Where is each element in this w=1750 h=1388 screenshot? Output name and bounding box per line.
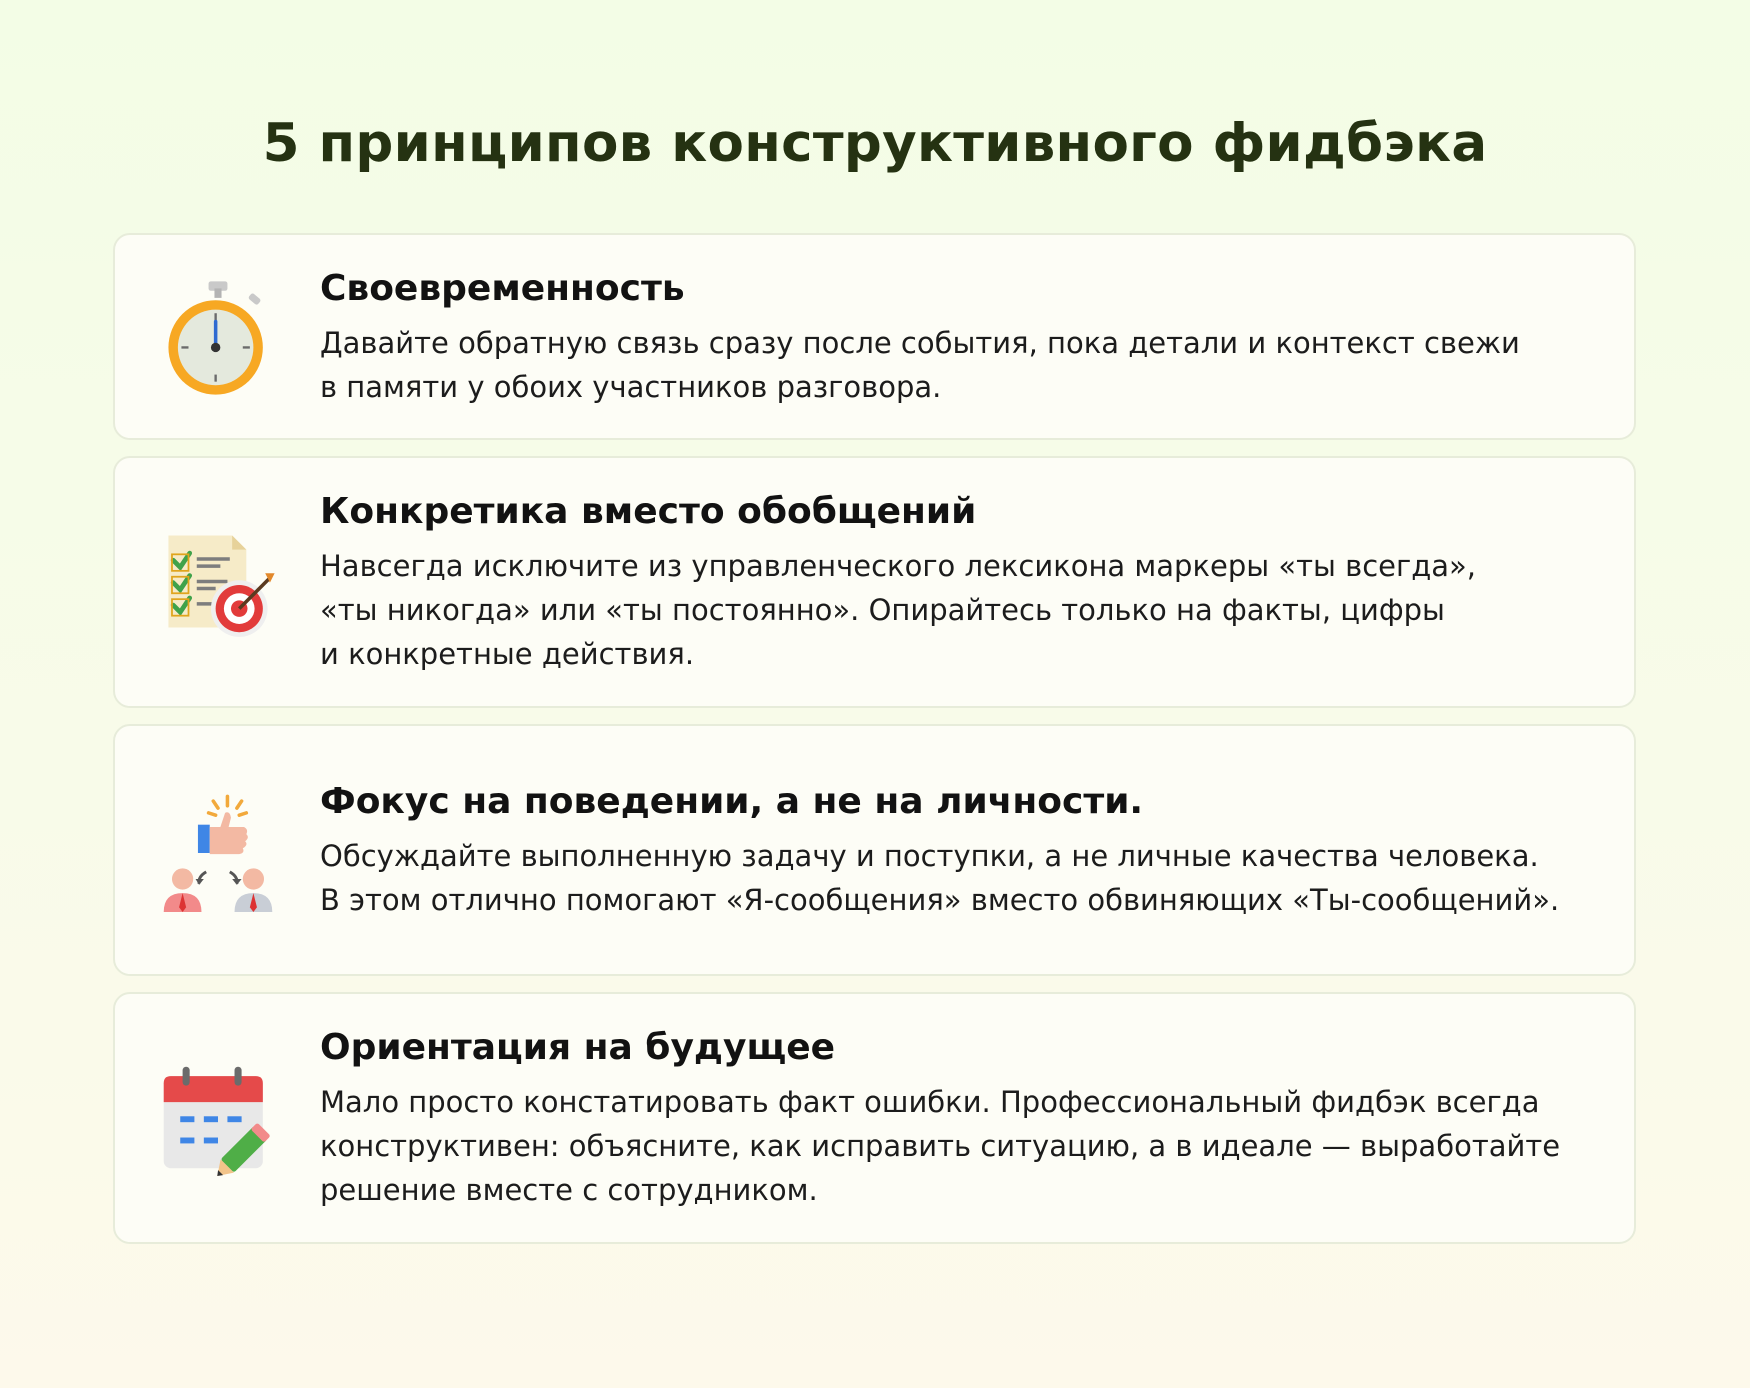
principle-card-specificity (113, 456, 1636, 708)
card-description-line: Давайте обратную связь сразу после события, пока детали и контекст свежи (320, 326, 1520, 360)
card-description-line: и конкретные действия. (320, 637, 695, 671)
card-description-line: решение вместе с сотрудником. (320, 1173, 818, 1207)
principle-card-timeliness (113, 233, 1636, 440)
stopwatch-icon (159, 279, 277, 397)
card-title: Ориентация на будущее (320, 1027, 836, 1068)
principle-card-future-orientation (113, 992, 1636, 1244)
principle-card-behavior-focus (113, 724, 1636, 976)
checklist-target-icon (159, 526, 277, 644)
card-title: Фокус на поведении, а не на личности. (320, 781, 1144, 822)
card-description-line: «ты никогда» или «ты постоянно». Опирайтесь только на факты, цифры (320, 593, 1445, 627)
card-description-line: В этом отлично помогают «Я-сообщения» вместо обвиняющих «Ты-сообщений». (320, 883, 1560, 917)
people-feedback-icon (159, 794, 277, 912)
card-description (320, 544, 1580, 676)
card-description-line: в памяти у обоих участников разговора. (320, 370, 942, 404)
card-description-line: Мало просто констатировать факт ошибки. Профессиональный фидбэк всегда (320, 1085, 1540, 1119)
card-description-line: конструктивен: объясните, как исправить ситуацию, а в идеале — выработайте (320, 1129, 1561, 1163)
card-title: Конкретика вместо обобщений (320, 491, 977, 532)
card-description (320, 321, 1580, 409)
page-title: 5 принципов конструктивного фидбэка (262, 113, 1488, 174)
card-description-line: Обсуждайте выполненную задачу и поступки, а не личные качества человека. (320, 839, 1539, 873)
calendar-pencil-icon (159, 1062, 277, 1180)
card-title: Своевременность (320, 268, 685, 309)
card-description-line: Навсегда исключите из управленческого лексикона маркеры «ты всегда», (320, 549, 1476, 583)
card-description (320, 834, 1580, 922)
card-description (320, 1080, 1580, 1212)
